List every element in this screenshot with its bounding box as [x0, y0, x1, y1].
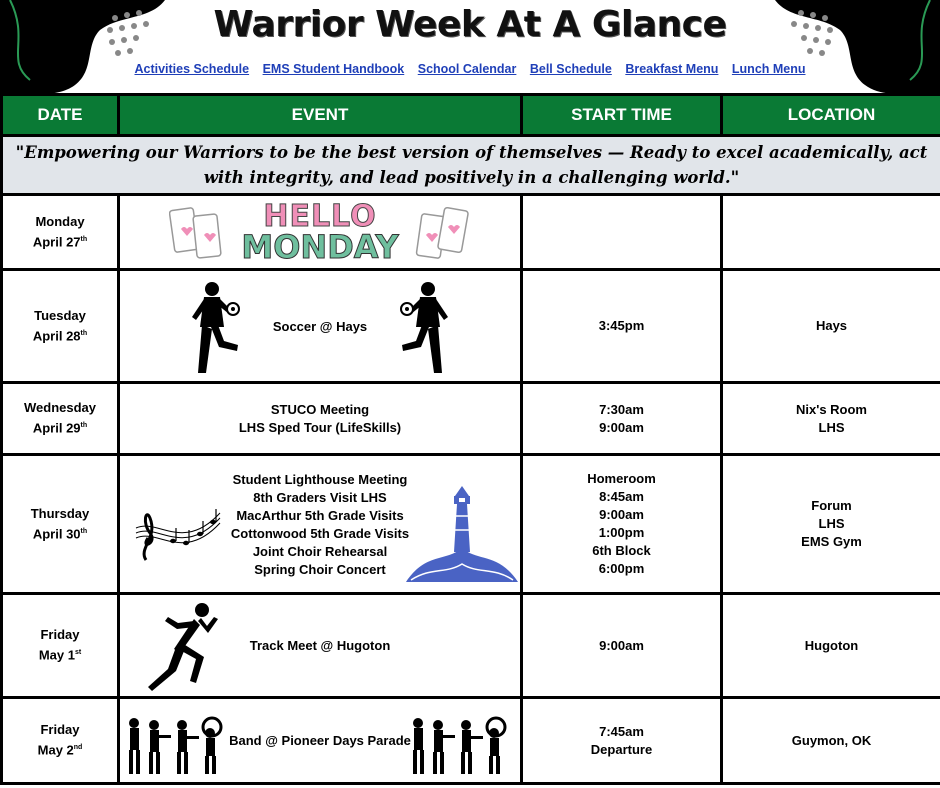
- table-row: [2, 270, 940, 383]
- day-name: Monday: [35, 213, 85, 229]
- coffee-cups-icon: [169, 203, 229, 261]
- date-suffix: th: [80, 235, 88, 243]
- schedule-table: [0, 93, 940, 785]
- day-name: Wednesday: [23, 400, 96, 416]
- date-cell: [2, 383, 119, 455]
- link-lunch-menu[interactable]: Lunch Menu: [731, 62, 806, 76]
- link-breakfast-menu[interactable]: Breakfast Menu: [625, 62, 719, 76]
- hello-monday-graphic: [241, 199, 399, 266]
- date-text: May 2: [37, 742, 74, 758]
- day-name: Friday: [40, 722, 80, 738]
- date-suffix: st: [74, 649, 82, 657]
- date-suffix: th: [80, 329, 88, 337]
- table-row: [2, 383, 940, 455]
- event-text: Student Lighthouse Meeting 8th Graders Visit LHS MacArthur 5th Grade Visits Cottonwood 5th Grade Visits Joint Choir Rehearsal Spring Choir Concert: [230, 471, 410, 577]
- column-header-start-time: START TIME: [522, 95, 722, 136]
- date-text: April 30: [32, 526, 81, 542]
- date-text: May 1: [38, 647, 75, 663]
- event-cell: [119, 195, 522, 270]
- date-text: April 27: [32, 234, 81, 250]
- date-cell: [2, 270, 119, 383]
- location-cell: Hays: [722, 270, 940, 383]
- nav-links: [0, 62, 940, 76]
- table-row: [2, 455, 940, 594]
- motto-row: [2, 136, 940, 195]
- event-cell: STUCO Meeting LHS Sped Tour (LifeSkills): [119, 383, 522, 455]
- link-school-calendar[interactable]: School Calendar: [417, 62, 517, 76]
- page-title: Warrior Week At A Glance: [213, 4, 727, 45]
- event-cell: [119, 594, 522, 698]
- time-cell: 9:00am: [522, 594, 722, 698]
- time-cell: 3:45pm: [522, 270, 722, 383]
- table-row: [2, 195, 940, 270]
- time-cell: 7:30am 9:00am: [522, 383, 722, 455]
- day-name: Tuesday: [34, 307, 86, 323]
- column-header-location: LOCATION: [722, 95, 940, 136]
- location-cell: [722, 195, 940, 270]
- hello-text: HELLO: [263, 199, 377, 234]
- time-cell: [522, 195, 722, 270]
- event-cell: [119, 455, 522, 594]
- location-cell: Forum LHS EMS Gym: [722, 455, 940, 594]
- date-suffix: nd: [73, 744, 83, 752]
- date-cell: [2, 698, 119, 784]
- motto-text: "Empowering our Warriors to be the best version of themselves — Ready to excel academically, act with integrity, and lead positively in a challenging world.": [2, 136, 940, 195]
- event-cell: [119, 698, 522, 784]
- link-bell-schedule[interactable]: Bell Schedule: [529, 62, 612, 76]
- date-text: April 29: [32, 420, 81, 436]
- location-cell: Guymon, OK: [722, 698, 940, 784]
- column-header-date: DATE: [2, 95, 119, 136]
- date-suffix: th: [80, 422, 88, 430]
- time-cell: Homeroom 8:45am 9:00am 1:00pm 6th Block 6:00pm: [522, 455, 722, 594]
- event-text: Soccer @ Hays: [272, 318, 368, 334]
- date-cell: [2, 195, 119, 270]
- time-cell: 7:45am Departure: [522, 698, 722, 784]
- table-row: [2, 594, 940, 698]
- date-text: April 28: [32, 328, 81, 344]
- column-header-event: EVENT: [119, 95, 522, 136]
- day-name: Thursday: [30, 505, 90, 521]
- date-cell: [2, 455, 119, 594]
- day-name: Friday: [40, 627, 80, 643]
- table-row: [2, 698, 940, 784]
- table-header-row: [2, 95, 940, 136]
- event-cell: [119, 270, 522, 383]
- monday-text: MONDAY: [241, 228, 399, 266]
- link-activities-schedule[interactable]: Activities Schedule: [134, 62, 250, 76]
- date-cell: [2, 594, 119, 698]
- location-cell: Hugoton: [722, 594, 940, 698]
- link-ems-student-handbook[interactable]: EMS Student Handbook: [262, 62, 405, 76]
- date-suffix: th: [80, 527, 88, 535]
- event-text: Band @ Pioneer Days Parade: [229, 732, 411, 748]
- location-cell: Nix's Room LHS: [722, 383, 940, 455]
- event-text: Track Meet @ Hugoton: [249, 637, 391, 653]
- coffee-cups-icon: [411, 203, 471, 261]
